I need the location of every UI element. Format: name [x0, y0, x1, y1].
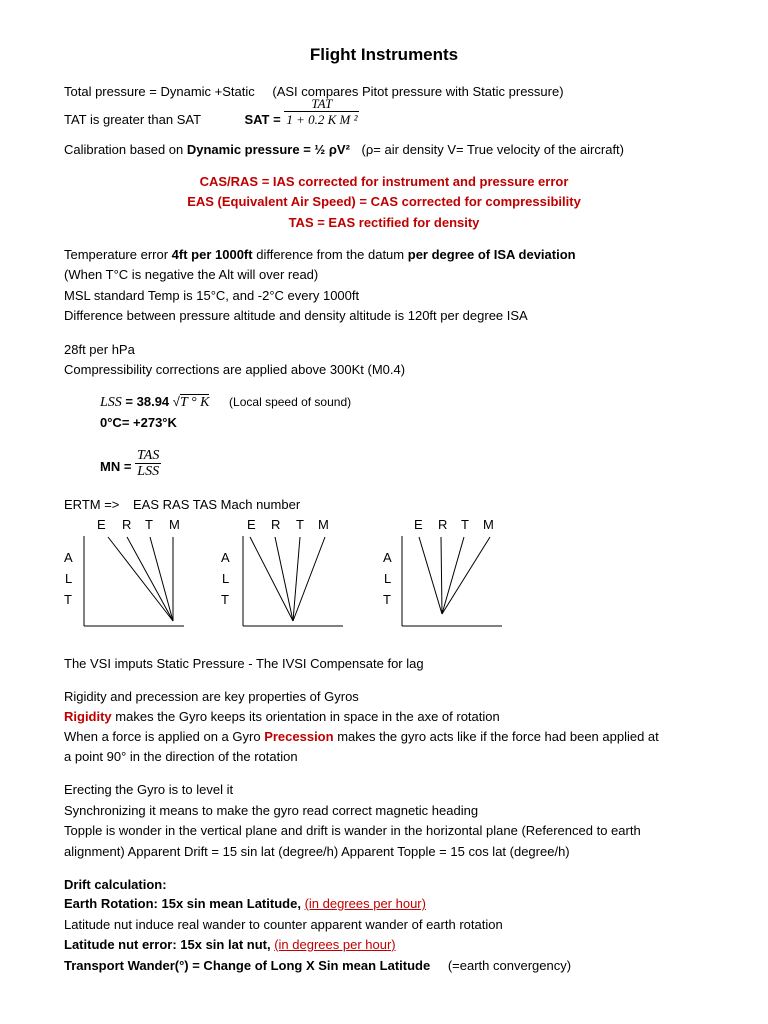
diagram2-label-t-side: T [221, 592, 229, 607]
synchronizing-line: Synchronizing it means to make the gyro read correct magnetic heading [64, 803, 479, 818]
diagram2-graph [243, 536, 343, 626]
zero-celsius-line: 0°C= +273°K [100, 415, 177, 430]
diagram2-label-m: M [318, 517, 329, 532]
drift-calc-heading: Drift calculation: [64, 877, 167, 892]
hpa-line: 28ft per hPa [64, 342, 135, 357]
transport-wander-line [64, 958, 571, 974]
diagram1-line-e [108, 537, 173, 621]
diagram3-label-e: E [414, 517, 423, 532]
diagram2-line-m [293, 537, 325, 621]
calibration-formula: Dynamic pressure = ½ ρV² [186, 142, 350, 157]
latitude-nut-error-line [64, 937, 396, 953]
lss-constant: = 38.94 [125, 394, 170, 409]
lss-radicand: T ° K [179, 395, 210, 410]
force-text-1: When a force is applied on a Gyro [64, 729, 261, 744]
diagram3-label-l: L [384, 571, 392, 586]
sat-denominator: 1 + 0.2 K M ² [286, 112, 358, 128]
pressure-density-line: Difference between pressure altitude and density altitude is 120ft per degree ISA [64, 308, 528, 323]
asi-note: (ASI compares Pitot pressure with Static pressure) [272, 84, 564, 99]
rigidity-line [64, 709, 500, 725]
latitude-nut-error-text: Latitude nut error: 15x sin lat nut, [64, 937, 271, 952]
diagram1-label-l: L [65, 571, 73, 586]
calibration-note: (ρ= air density V= True velocity of the aircraft) [361, 142, 624, 157]
tas-line: TAS = EAS rectified for density [288, 215, 480, 230]
diagram3-label-a: A [383, 550, 392, 565]
diagram2-label-l: L [222, 571, 230, 586]
diagram3-line-r [441, 537, 442, 614]
diagram1-label-t-side: T [64, 592, 72, 607]
calibration-pre: Calibration based on [64, 142, 184, 157]
temp-error-3: difference from the datum [256, 247, 405, 262]
diagram2-line-r [275, 537, 293, 621]
temp-error-4: per degree of ISA deviation [407, 247, 576, 262]
temp-error-1: Temperature error [64, 247, 169, 262]
diagram1-graph [84, 536, 184, 626]
temp-error-2: 4ft per 1000ft [171, 247, 253, 262]
rigidity-rest: makes the Gyro keeps its orientation in space in the axe of rotation [115, 709, 500, 724]
sqrt-symbol: √ [172, 394, 180, 409]
mn-label: MN = [100, 458, 132, 474]
diagram2-label-e: E [247, 517, 256, 532]
diagram3-line-m [442, 537, 490, 614]
force-text-2: makes the gyro acts like if the force had been applied at [337, 729, 659, 744]
lss-lhs: LSS [100, 395, 122, 410]
cas-line: CAS/RAS = IAS corrected for instrument and pressure error [199, 174, 569, 189]
diagram3-label-t-side: T [383, 592, 391, 607]
diagram3-line-e [419, 537, 442, 614]
compressibility-line: Compressibility corrections are applied above 300Kt (M0.4) [64, 362, 406, 377]
earth-rotation-text: Earth Rotation: 15x sin mean Latitude, [64, 896, 301, 911]
when-t-line: (When T°C is negative the Alt will over read) [64, 267, 319, 282]
diagram3-label-r: R [438, 517, 448, 532]
diagram2-label-t: T [296, 517, 304, 532]
latitude-nut-line: Latitude nut induce real wander to counter apparent wander of earth rotation [64, 917, 503, 932]
tat-greater-text: TAT is greater than SAT [64, 112, 201, 127]
transport-wander-text: Transport Wander(°) = Change of Long X Sin mean Latitude [64, 958, 431, 973]
earth-rotation-units: (in degrees per hour) [304, 896, 426, 911]
total-pressure-text: Total pressure = Dynamic +Static [64, 84, 255, 99]
force-line [64, 729, 659, 745]
diagram2-line-e [250, 537, 293, 621]
vsi-line: The VSI imputs Static Pressure - The IVSI Compensate for lag [64, 656, 424, 671]
topple-line-2: alignment) Apparent Drift = 15 sin lat (degree/h) Apparent Topple = 15 cos lat (degree/h) [64, 844, 570, 859]
precession-word: Precession [264, 729, 334, 744]
diagram2-line-t [293, 537, 300, 621]
diagram2-label-a: A [221, 550, 230, 565]
rigidity-word: Rigidity [64, 709, 112, 724]
erecting-line: Erecting the Gyro is to level it [64, 782, 234, 797]
diagram1-label-e: E [97, 517, 106, 532]
ertm-label: ERTM => [64, 497, 120, 512]
msl-line: MSL standard Temp is 15°C, and -2°C every 1000ft [64, 288, 360, 303]
topple-line-1: Topple is wonder in the vertical plane and drift is wander in the horizontal plane (Referenced to earth [64, 823, 641, 838]
force-line-2: a point 90° in the direction of the rotation [64, 749, 298, 764]
ertm-meaning: EAS RAS TAS Mach number [133, 497, 301, 512]
rigidity-intro-line: Rigidity and precession are key properties of Gyros [64, 689, 359, 704]
diagram3-graph [402, 536, 502, 626]
latitude-nut-error-units: (in degrees per hour) [274, 937, 396, 952]
diagram3-label-m: M [483, 517, 494, 532]
page-title: Flight Instruments [309, 45, 459, 64]
diagram1-line-r [127, 537, 173, 621]
diagram1-label-r: R [122, 517, 132, 532]
diagram2-label-r: R [271, 517, 281, 532]
diagram1-label-a: A [64, 550, 73, 565]
diagram1-label-m: M [169, 517, 180, 532]
mn-numerator: TAS [137, 448, 160, 463]
diagram3-line-t [442, 537, 464, 614]
lss-note: (Local speed of sound) [229, 395, 352, 409]
earth-convergency-note: (=earth convergency) [447, 958, 572, 973]
mn-denominator: LSS [137, 464, 160, 479]
diagram3-label-t: T [461, 517, 469, 532]
earth-rotation-line [64, 896, 426, 912]
sat-label: SAT = [244, 112, 281, 127]
diagram1-line-t [150, 537, 173, 621]
eas-line: EAS (Equivalent Air Speed) = CAS corrected for compressibility [187, 194, 581, 209]
sat-numerator: TAT [284, 96, 359, 112]
diagram1-label-t: T [145, 517, 153, 532]
